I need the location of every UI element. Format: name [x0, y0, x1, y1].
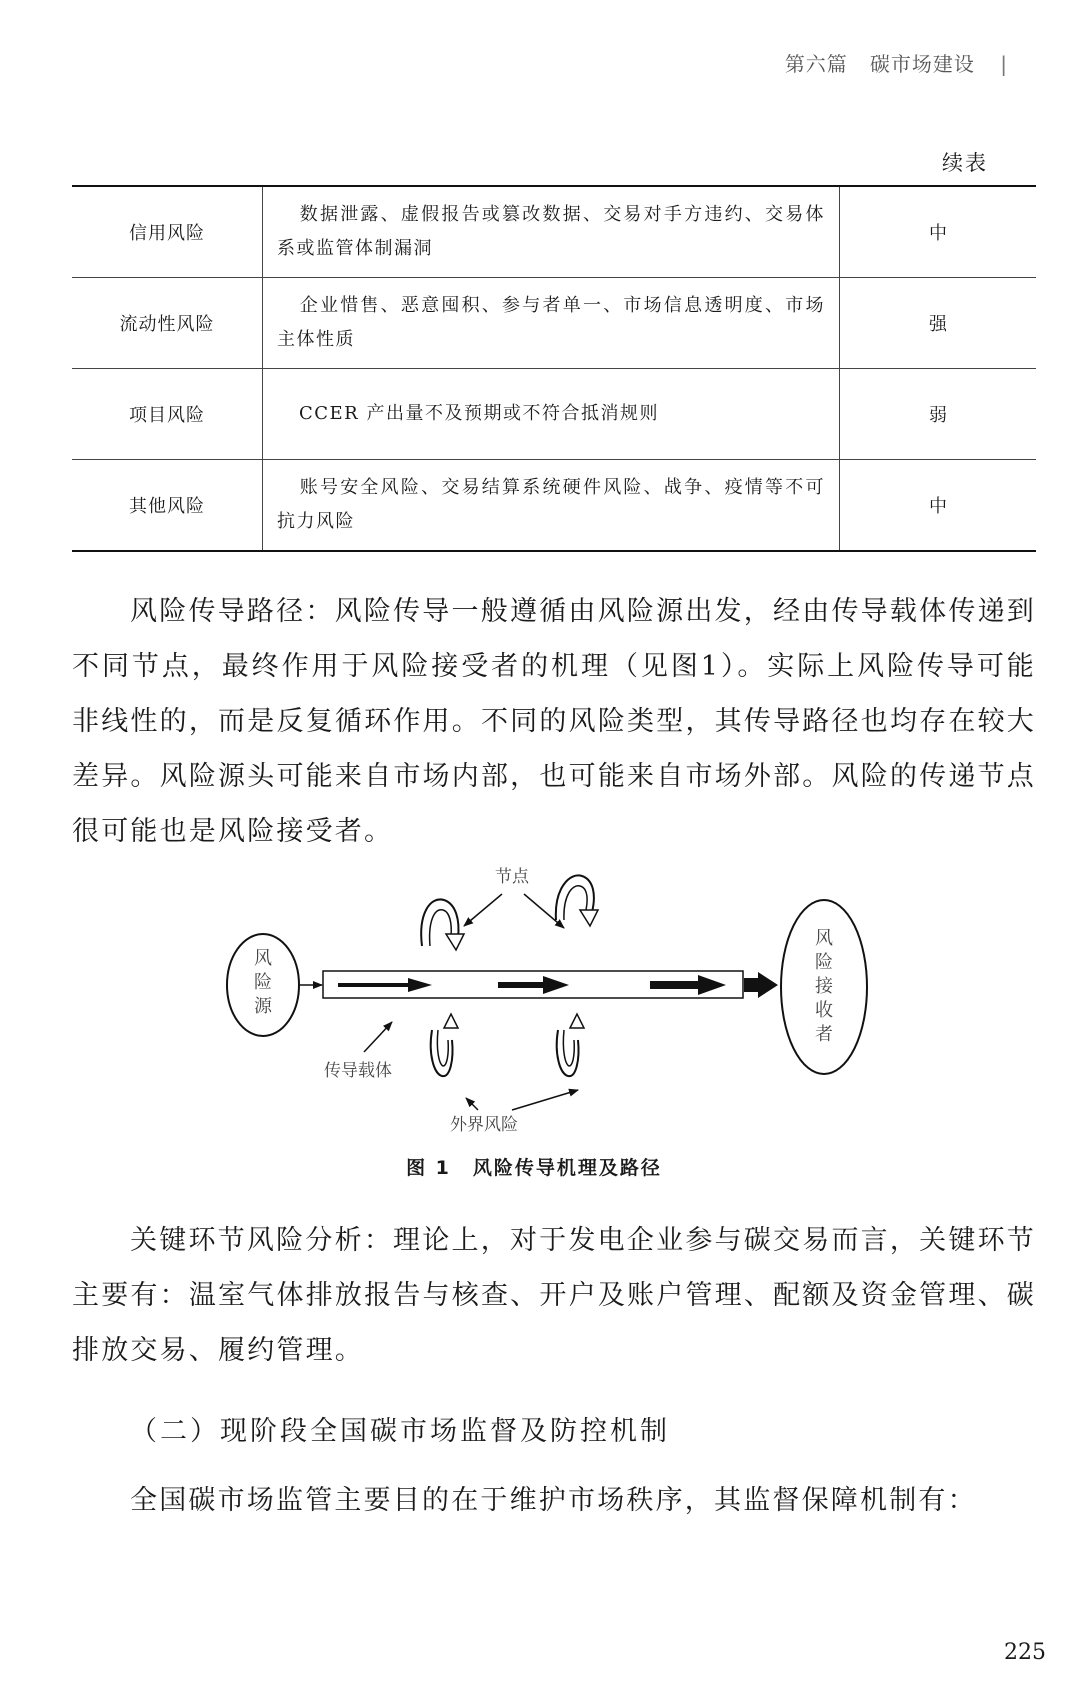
section-title: （二）现阶段全国碳市场监督及防控机制 — [130, 1416, 670, 1447]
running-head-title: 碳市场建设 — [869, 52, 975, 76]
table-row — [72, 369, 1036, 460]
risk-receiver-label-char: 接 — [815, 976, 833, 997]
table-row — [72, 278, 1036, 369]
page-number: 225 — [1004, 1640, 1046, 1665]
risk-description: 账号安全风险、交易结算系统硬件风险、战争、疫情等不可抗力风险 — [263, 460, 840, 552]
carrier-label: 传导载体 — [324, 1061, 392, 1081]
risk-source-label-char: 险 — [254, 972, 272, 993]
paragraph-regulation: 全国碳市场监管主要目的在于维护市场秩序，其监督保障机制有： — [130, 1485, 977, 1516]
loop-arrow-bottom-right — [557, 1014, 584, 1076]
risk-table — [72, 185, 1036, 552]
risk-receiver-label-char: 收 — [815, 1000, 833, 1021]
risk-receiver-label-char: 者 — [815, 1024, 833, 1045]
continued-label: 续表 — [942, 151, 988, 175]
figure-caption — [0, 1153, 1068, 1180]
carrier-pointer — [364, 1022, 392, 1052]
risk-name: 项目风险 — [72, 369, 263, 460]
receiver-arrow — [744, 972, 778, 998]
figure-number: 图 1 — [406, 1157, 451, 1179]
figure-caption-text: 风险传导机理及路径 — [472, 1157, 662, 1179]
external-risk-pointer-left — [466, 1098, 478, 1110]
risk-transmission-figure — [220, 864, 900, 1154]
risk-level: 弱 — [840, 369, 1037, 460]
external-risk-label: 外界风险 — [450, 1115, 518, 1135]
paragraph-transmission-path: 风险传导路径：风险传导一般遵循由风险源出发，经由传导载体传递到不同节点，最终作用于风险接受者的机理（见图1）。实际上风险传导可能非线性的，而是反复循环作用。不同的风险类型，其传导路径也均存在较大差异。风险源头可能来自市场内部，也可能来自市场外部。风险的传递节点很可能也是风险接受者。 — [72, 596, 1036, 847]
risk-name: 流动性风险 — [72, 278, 263, 369]
risk-description: 数据泄露、虚假报告或篡改数据、交易对手方违约、交易体系或监管体制漏洞 — [263, 186, 840, 278]
risk-name: 信用风险 — [72, 186, 263, 278]
risk-level: 中 — [840, 186, 1037, 278]
node-label: 节点 — [495, 867, 529, 887]
risk-level: 中 — [840, 460, 1037, 552]
risk-name: 其他风险 — [72, 460, 263, 552]
paragraph-key-links: 关键环节风险分析：理论上，对于发电企业参与碳交易而言，关键环节主要有：温室气体排放报告与核查、开户及账户管理、配额及资金管理、碳排放交易、履约管理。 — [72, 1225, 1036, 1366]
running-head-separator: | — [1000, 52, 1008, 76]
external-risk-pointer-right — [512, 1090, 578, 1110]
table-row — [72, 460, 1036, 552]
loop-arrow-bottom-left — [431, 1014, 458, 1076]
node-pointer-left — [464, 894, 502, 926]
running-head-part: 第六篇 — [784, 52, 848, 76]
risk-receiver-label-char: 险 — [815, 952, 833, 973]
loop-arrow-top-right — [556, 875, 598, 926]
risk-source-label-char: 风 — [254, 948, 272, 969]
running-head — [785, 48, 1008, 77]
table-row — [72, 186, 1036, 278]
risk-description: CCER 产出量不及预期或不符合抵消规则 — [263, 369, 840, 460]
risk-source-label-char: 源 — [254, 996, 272, 1017]
loop-arrow-top-left — [421, 899, 464, 950]
risk-receiver-label-char: 风 — [815, 928, 833, 949]
risk-description: 企业惜售、恶意囤积、参与者单一、市场信息透明度、市场主体性质 — [263, 278, 840, 369]
risk-level: 强 — [840, 278, 1037, 369]
